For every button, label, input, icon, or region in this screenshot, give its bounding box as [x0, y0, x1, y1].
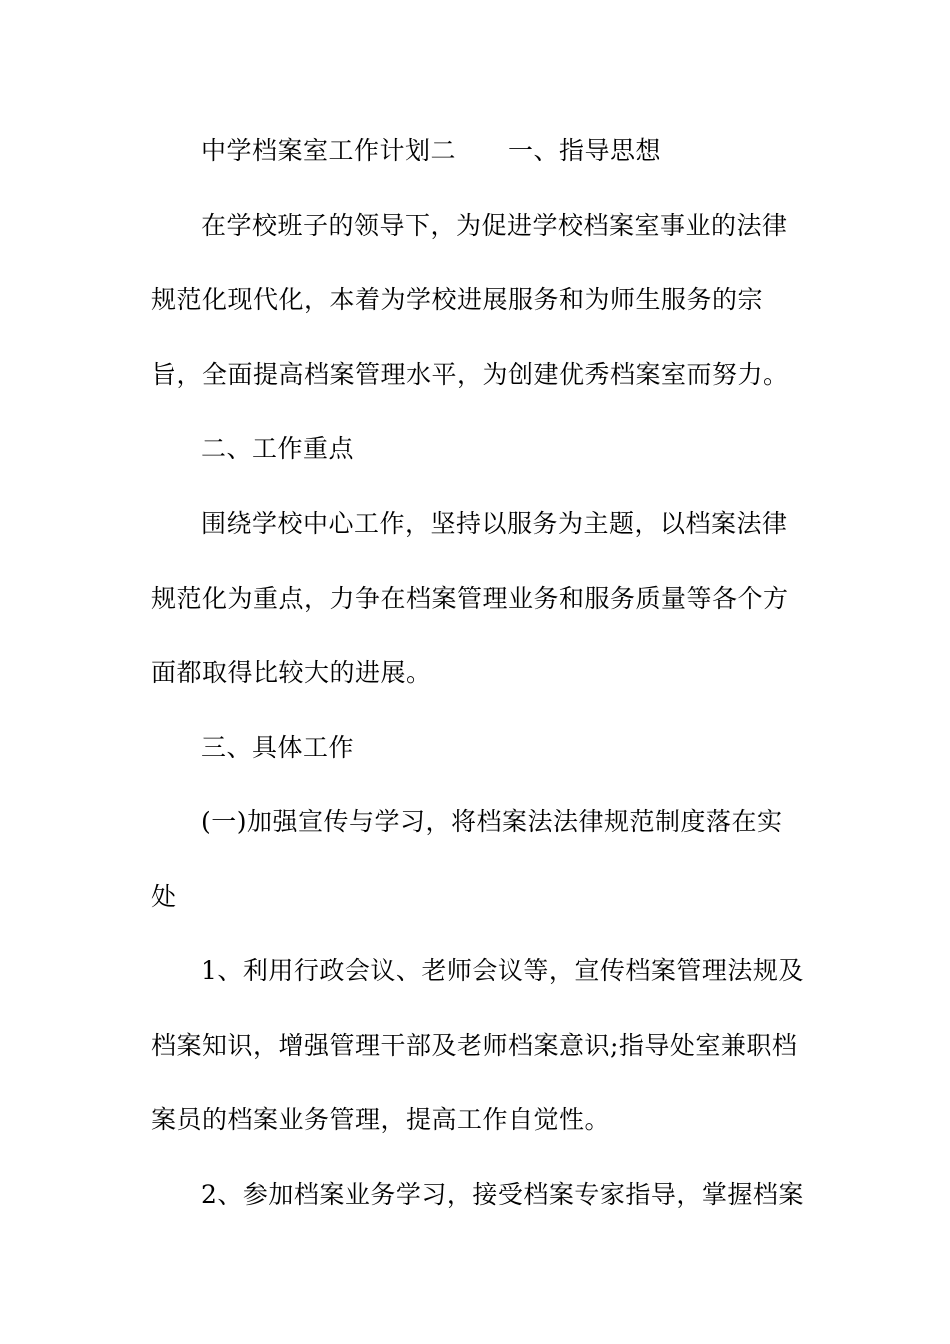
section-heading-1: 一、指导思想 — [508, 136, 662, 165]
subsection-heading-cont: 处 — [151, 882, 177, 911]
subsection-heading: (一)加强宣传与学习，将档案法法律规范制度落在实 — [201, 807, 783, 836]
paragraph-line: 档案知识，增强管理干部及老师档案意识;指导处室兼职档 — [151, 1031, 798, 1060]
document-title: 中学档案室工作计划二 — [201, 136, 457, 165]
paragraph-line: 1、利用行政会议、老师会议等，宣传档案管理法规及 — [201, 956, 804, 985]
section-heading-2: 二、工作重点 — [201, 434, 355, 463]
paragraph-line: 旨，全面提高档案管理水平，为创建优秀档案室而努力。 — [151, 360, 789, 389]
paragraph-line: 围绕学校中心工作，坚持以服务为主题，以档案法律 — [201, 509, 788, 538]
section-heading-3: 三、具体工作 — [201, 733, 355, 762]
paragraph-line: 规范化为重点，力争在档案管理业务和服务质量等各个方 — [151, 584, 789, 613]
paragraph-line: 在学校班子的领导下，为促进学校档案室事业的法律 — [201, 211, 788, 240]
paragraph-line: 面都取得比较大的进展。 — [151, 658, 432, 687]
paragraph-line: 案员的档案业务管理，提高工作自觉性。 — [151, 1105, 611, 1134]
heading-line — [201, 131, 861, 171]
paragraph-line: 2、参加档案业务学习，接受档案专家指导，掌握档案 — [201, 1180, 804, 1209]
paragraph-line: 规范化现代化，本着为学校进展服务和为师生服务的宗 — [151, 285, 764, 314]
